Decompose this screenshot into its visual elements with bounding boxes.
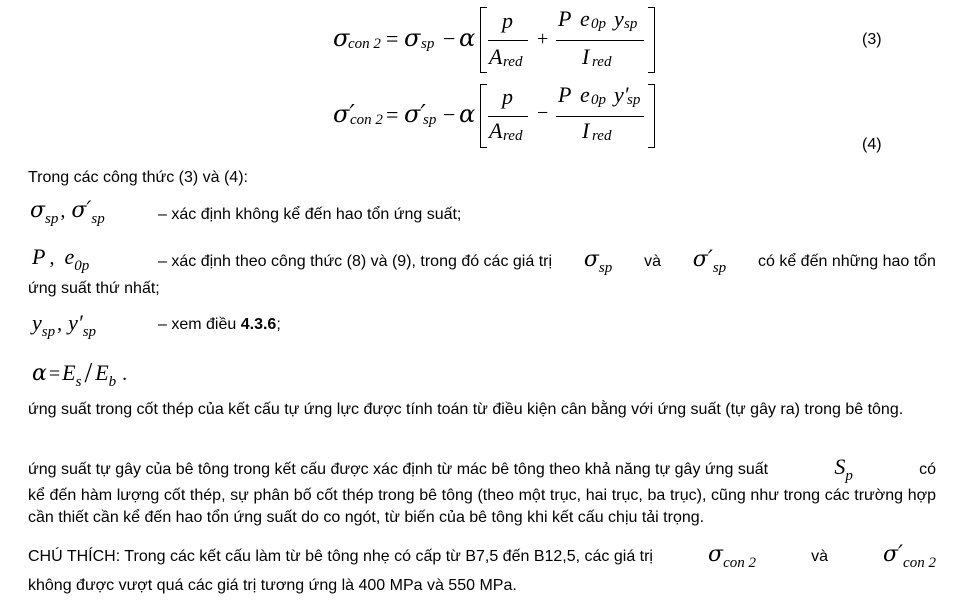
note-text-and: và bbox=[811, 548, 828, 565]
def2-inline-sub1: sp bbox=[598, 260, 613, 276]
eq4-lhs-sigma: σ′ bbox=[333, 100, 355, 128]
eq3-frac2-line bbox=[556, 40, 644, 41]
eq4-den1: A bbox=[489, 118, 503, 143]
eq4-num2-e-sub: 0p bbox=[591, 92, 606, 108]
def3-clause-ref: 4.3.6 bbox=[240, 316, 277, 333]
eq4-num2-e: e bbox=[580, 82, 590, 107]
def2-text-after: có kể đến những hao tổn bbox=[757, 253, 936, 270]
eq4-num2-y-sub: sp bbox=[627, 92, 641, 108]
def3-comma: , bbox=[57, 313, 63, 335]
para2-symbol bbox=[834, 454, 853, 484]
eq4-den2: I bbox=[582, 118, 590, 143]
eq3-num2-e: e bbox=[580, 6, 590, 31]
eq4-op: − bbox=[537, 102, 549, 124]
eq3-rhs-sigma: σ bbox=[404, 24, 421, 52]
def2-inline-sym1: σ bbox=[583, 247, 599, 272]
eq3-den2-sub: red bbox=[592, 54, 612, 70]
def2-sym-b: e bbox=[64, 244, 75, 269]
def4-formula bbox=[32, 356, 172, 390]
eq4-num2-y: y′ bbox=[614, 82, 629, 107]
def2-comma: , bbox=[49, 247, 55, 269]
def4-Es-sub: s bbox=[75, 374, 82, 390]
def3-text-after: ; bbox=[276, 316, 281, 333]
def3-symbols bbox=[32, 310, 162, 342]
def4-equals: = bbox=[48, 363, 61, 385]
note-sigma-con2 bbox=[708, 542, 756, 571]
def3-sym-b: y′ bbox=[68, 310, 83, 335]
eq3-minus: − bbox=[443, 26, 456, 51]
eq3-frac1-line bbox=[488, 40, 528, 41]
note-text-before: CHÚ THÍCH: Trong các kết cấu làm từ bê tông nhẹ có cấp từ B7,5 đến B12,5, các giá trị bbox=[28, 548, 653, 565]
eq4-rhs-sigma: σ′ bbox=[404, 100, 426, 128]
def1-sub-a: sp bbox=[45, 211, 59, 227]
eq3-num2-y-sub: sp bbox=[624, 16, 638, 32]
def3-sym-a: y bbox=[32, 310, 42, 335]
def1-symbols bbox=[30, 198, 160, 230]
eq3-den1-sub: red bbox=[503, 54, 523, 70]
note-sym2: σ′ bbox=[883, 542, 904, 567]
def1-sym-a: σ bbox=[30, 198, 46, 223]
eq4-den2-sub: red bbox=[592, 128, 612, 144]
eq4-right-bracket bbox=[648, 84, 655, 148]
eq3-lhs-sub: con 2 bbox=[348, 36, 381, 52]
eq4-den1-sub: red bbox=[503, 128, 523, 144]
paragraph-1: ứng suất trong cốt thép của kết cấu tự ứng lực được tính toán từ điều kiện cân bằng với ứng suất (tự gây ra) trong bê tông. bbox=[28, 401, 904, 418]
def3-text bbox=[158, 314, 281, 336]
eq3-plus: + bbox=[537, 28, 549, 50]
eq4-equals: = bbox=[386, 102, 399, 127]
eq4-lhs-sub: con 2 bbox=[350, 112, 383, 128]
note-sym1: σ bbox=[708, 542, 724, 567]
eq3-num2-P: P bbox=[558, 6, 572, 31]
def3-sub-a: sp bbox=[41, 324, 56, 340]
eq4-left-bracket bbox=[480, 84, 487, 148]
def1-text: – xác định không kể đến hao tổn ứng suất; bbox=[158, 206, 462, 223]
eq3-num2-y: y bbox=[614, 6, 624, 31]
intro-line: Trong các công thức (3) và (4): bbox=[28, 169, 248, 186]
def2-inline-sigma-prime bbox=[692, 247, 727, 276]
def1-sym-b: σ′ bbox=[71, 198, 92, 223]
para2-line1-text: ứng suất tự gây của bê tông trong kết cấu được xác định từ mác bê tông theo khả năng tự gây ứng suất bbox=[28, 461, 769, 478]
eq4-minus: − bbox=[443, 102, 456, 127]
def4-Eb-sub: b bbox=[108, 374, 117, 390]
eq3-left-bracket bbox=[480, 7, 487, 73]
def2-sub-b: 0p bbox=[74, 258, 90, 274]
eq4-num1: p bbox=[502, 84, 513, 109]
def3-text-before: – xem điều bbox=[158, 316, 237, 333]
eq3-equals: = bbox=[386, 26, 399, 51]
para2-sym: S bbox=[834, 454, 846, 479]
eq3-rhs-sub: sp bbox=[421, 36, 435, 52]
note-sigma-prime-con2 bbox=[883, 542, 936, 571]
eq4-number: (4) bbox=[862, 136, 882, 153]
def4-slash: / bbox=[84, 358, 93, 389]
paragraph-2-line1 bbox=[28, 454, 936, 484]
eq4-alpha: α bbox=[459, 100, 476, 128]
eq4-num2-P: P bbox=[558, 82, 572, 107]
note-line2: không được vượt quá các giá trị tương ứng là 400 MPa và 550 MPa. bbox=[28, 577, 517, 594]
eq4-frac2-line bbox=[556, 116, 644, 117]
def3-sub-b: sp bbox=[82, 324, 97, 340]
def4-Eb: E bbox=[95, 360, 109, 385]
equation-4 bbox=[0, 80, 958, 160]
para2-sym-sub: p bbox=[845, 468, 853, 484]
def2-text-and: và bbox=[644, 253, 661, 270]
eq3-lhs-sigma: σ bbox=[333, 24, 350, 52]
note-sub2: con 2 bbox=[903, 555, 936, 571]
def4-Es: E bbox=[62, 360, 76, 385]
def2-inline-sub2: sp bbox=[712, 260, 727, 276]
eq3-den2: I bbox=[582, 44, 590, 69]
eq3-den1: A bbox=[489, 44, 503, 69]
eq3-num1: p bbox=[502, 8, 513, 33]
def2-text-before: – xác định theo công thức (8) và (9), trong đó các giá trị bbox=[158, 253, 553, 270]
def2-symbols bbox=[32, 244, 162, 276]
def2-line1 bbox=[158, 247, 936, 276]
paragraph-2-rest: kể đến hàm lượng cốt thép, sự phân bố cốt thép trong bê tông (theo một trục, hai trục, ba trục), cũng như trong các trường hợp cần thiết cần kể đến hao tổn ứng suất do co ngót, từ biến của bê tông khi kết cấu chịu tải trọng. bbox=[28, 487, 936, 526]
note-sub1: con 2 bbox=[723, 555, 756, 571]
def1-comma: , bbox=[60, 200, 66, 222]
def2-line2: ứng suất thứ nhất; bbox=[28, 280, 160, 297]
def2-inline-sigma bbox=[583, 247, 613, 276]
eq3-right-bracket bbox=[648, 7, 655, 73]
equation-3 bbox=[0, 0, 958, 80]
para2-line1-end: có bbox=[919, 461, 936, 478]
def2-inline-sym2: σ′ bbox=[692, 247, 713, 272]
def1-sub-b: sp bbox=[91, 211, 105, 227]
def4-alpha: α bbox=[32, 361, 47, 386]
eq3-num2-e-sub: 0p bbox=[591, 16, 606, 32]
eq4-rhs-sub: sp bbox=[423, 112, 437, 128]
eq4-frac1-line bbox=[488, 116, 528, 117]
def4-dot: . bbox=[122, 363, 128, 385]
eq3-alpha: α bbox=[459, 24, 476, 52]
eq3-number: (3) bbox=[862, 31, 882, 48]
note-line1 bbox=[28, 542, 936, 571]
def2-sym-a: P bbox=[32, 244, 46, 269]
